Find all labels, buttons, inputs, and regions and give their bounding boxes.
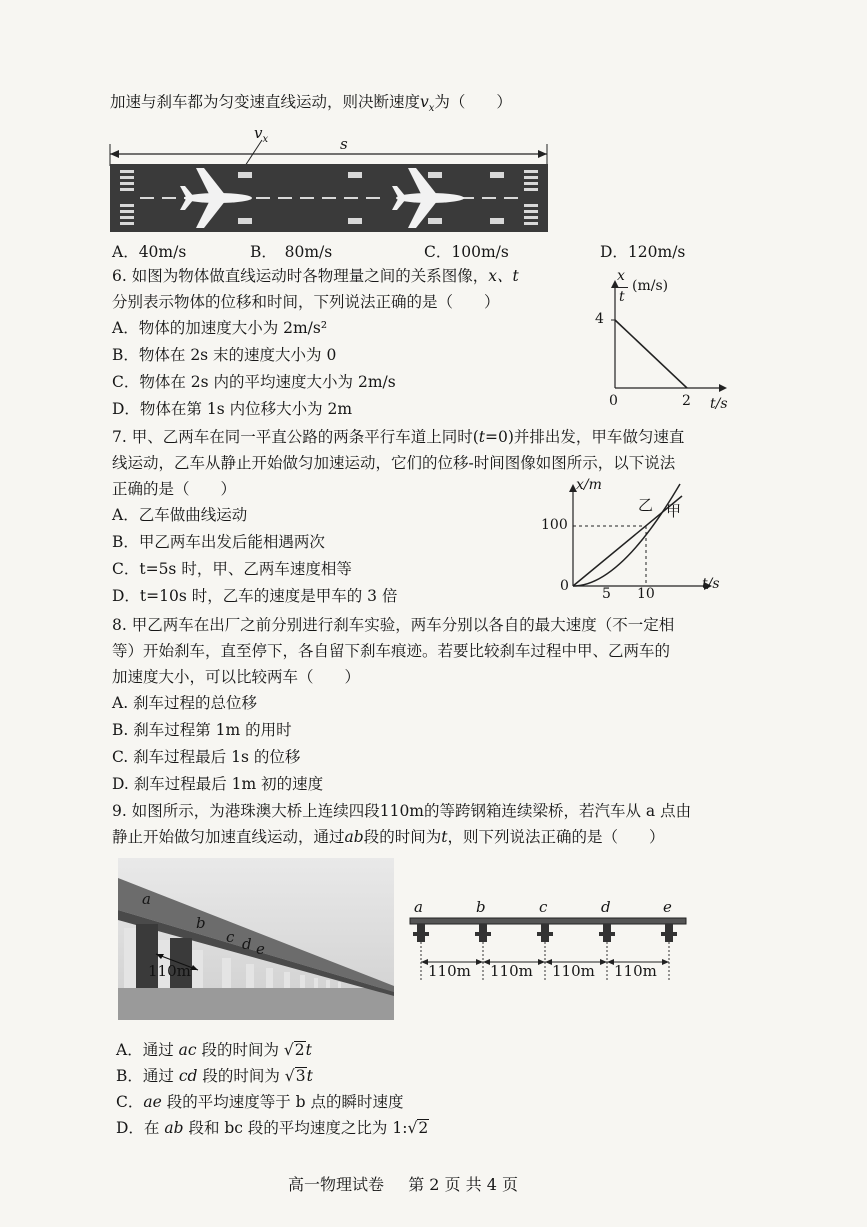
footer-page-info: 第 2 页 共 4 页 (408, 1175, 518, 1194)
q6-graph-y-unit: (m/s) (632, 278, 669, 294)
q6-graph-x-tick: 2 (682, 393, 691, 409)
q6-stem-line1: 6. 如图为物体做直线运动时各物理量之间的关系图像，x、t (112, 267, 519, 285)
q7-option-c[interactable]: C．t=5s 时，甲、乙两车速度相等 (112, 560, 352, 578)
diagram-point-b: b (476, 898, 486, 916)
diagram-point-c: c (539, 898, 548, 916)
q6-option-a[interactable]: A．物体的加速度大小为 2m/s² (112, 319, 328, 337)
q7-graph-origin: 0 (560, 578, 569, 594)
q7-graph-label-jia: 甲 (666, 502, 682, 520)
q9-option-b[interactable]: B．通过 cd 段的时间为 √3t (116, 1067, 313, 1085)
q6-stem-line2: 分别表示物体的位移和时间，下列说法正确的是（ ） (112, 293, 500, 311)
q7-graph-y-label: x/m (576, 477, 602, 493)
q7-option-a[interactable]: A．乙车做曲线运动 (112, 506, 248, 524)
q7-graph-x-tick-5: 5 (602, 586, 611, 602)
q8-option-d[interactable]: D. 刹车过程最后 1m 初的速度 (112, 775, 324, 793)
q6-graph-y-tick: 4 (595, 311, 604, 327)
q6-graph-x-label: t/s (710, 396, 728, 412)
q6-graph-y-num: x (617, 268, 625, 284)
q5-stem: 加速与刹车都为匀变速直线运动，则决断速度$v_x$为（ ） (110, 93, 512, 115)
photo-label-c: c (226, 928, 235, 946)
runway-figure (110, 164, 548, 232)
diagram-span-4: 110m (614, 962, 657, 980)
diagram-span-2: 110m (490, 962, 533, 980)
q8-option-b[interactable]: B. 刹车过程第 1m 的用时 (112, 721, 292, 739)
bridge-photo (118, 858, 394, 1020)
q9-option-c[interactable]: C．ae 段的平均速度等于 b 点的瞬时速度 (116, 1093, 404, 1111)
q6-graph-origin: 0 (609, 393, 618, 409)
footer-title: 高一物理试卷 (288, 1175, 385, 1194)
q7-stem-line3: 正确的是（ ） (112, 480, 237, 498)
q6-option-d[interactable]: D．物体在第 1s 内位移大小为 2m (112, 400, 353, 418)
q7-graph-label-yi: 乙 (638, 496, 654, 514)
q8-stem-line3: 加速度大小，可以比较两车（ ） (112, 668, 361, 686)
q8-option-c[interactable]: C. 刹车过程最后 1s 的位移 (112, 748, 301, 766)
q5-option-a[interactable]: A．40m/s (112, 243, 187, 261)
runway-vx-label: $v_x$ (254, 124, 269, 145)
bridge-photo-graphic (118, 858, 394, 1020)
q6-graph-y-fracbar (616, 287, 628, 288)
q5-option-c[interactable]: C．100m/s (424, 243, 509, 261)
diagram-span-3: 110m (552, 962, 595, 980)
q9-option-d[interactable]: D．在 ab 段和 bc 段的平均速度之比为 1:√2 (116, 1119, 429, 1137)
q5-option-d[interactable]: D．120m/s (600, 243, 686, 261)
runway-s-label: s (340, 135, 348, 153)
diagram-point-a: a (414, 898, 423, 916)
q5-option-b[interactable]: B． 80m/s (250, 243, 333, 261)
q9-option-a[interactable]: A．通过 ac 段的时间为 √2t (116, 1041, 312, 1059)
q7-option-b[interactable]: B．甲乙两车出发后能相遇两次 (112, 533, 325, 551)
q8-option-a[interactable]: A. 刹车过程的总位移 (112, 694, 258, 712)
photo-label-e: e (256, 940, 265, 958)
q7-stem-line2: 线运动，乙车从静止开始做匀加速运动，它们的位移-时间图像如图所示，以下说法 (112, 454, 676, 472)
runway-dimension-line (105, 128, 555, 168)
q8-stem-line1: 8. 甲乙两车在出厂之前分别进行刹车实验，两车分别以各自的最大速度（不一定相 (112, 616, 675, 634)
runway-graphic (110, 164, 548, 232)
footer (288, 1172, 518, 1195)
q9-stem-line1: 9. 如图所示，为港珠澳大桥上连续四段110m的等跨钢箱连续梁桥，若汽车从 a 点由 (112, 802, 692, 820)
q7-graph-y-tick: 100 (541, 517, 568, 533)
photo-label-d: d (242, 935, 252, 953)
q7-stem-line1: 7. 甲、乙两车在同一平直公路的两条平行车道上同时(t=0)并排出发，甲车做匀速直 (112, 428, 685, 446)
q6-option-c[interactable]: C．物体在 2s 内的平均速度大小为 2m/s (112, 373, 396, 391)
diagram-point-e: e (663, 898, 672, 916)
q8-stem-line2: 等）开始刹车，直至停下，各自留下刹车痕迹。若要比较刹车过程中甲、乙两车的 (112, 642, 671, 660)
diagram-span-1: 110m (428, 962, 471, 980)
q9-stem-line2: 静止开始做匀加速直线运动，通过ab段的时间为t，则下列说法正确的是（ ） (112, 828, 665, 846)
q7-option-d[interactable]: D．t=10s 时，乙车的速度是甲车的 3 倍 (112, 587, 398, 605)
q6-graph-y-den: t (619, 289, 625, 305)
diagram-point-d: d (601, 898, 611, 916)
q7-graph-x-label: t/s (702, 576, 720, 592)
q6-option-b[interactable]: B．物体在 2s 末的速度大小为 0 (112, 346, 337, 364)
q7-graph-x-tick-10: 10 (637, 586, 655, 602)
photo-label-a: a (142, 890, 151, 908)
photo-label-b: b (196, 914, 206, 932)
photo-dist-label: 110m (148, 962, 191, 980)
